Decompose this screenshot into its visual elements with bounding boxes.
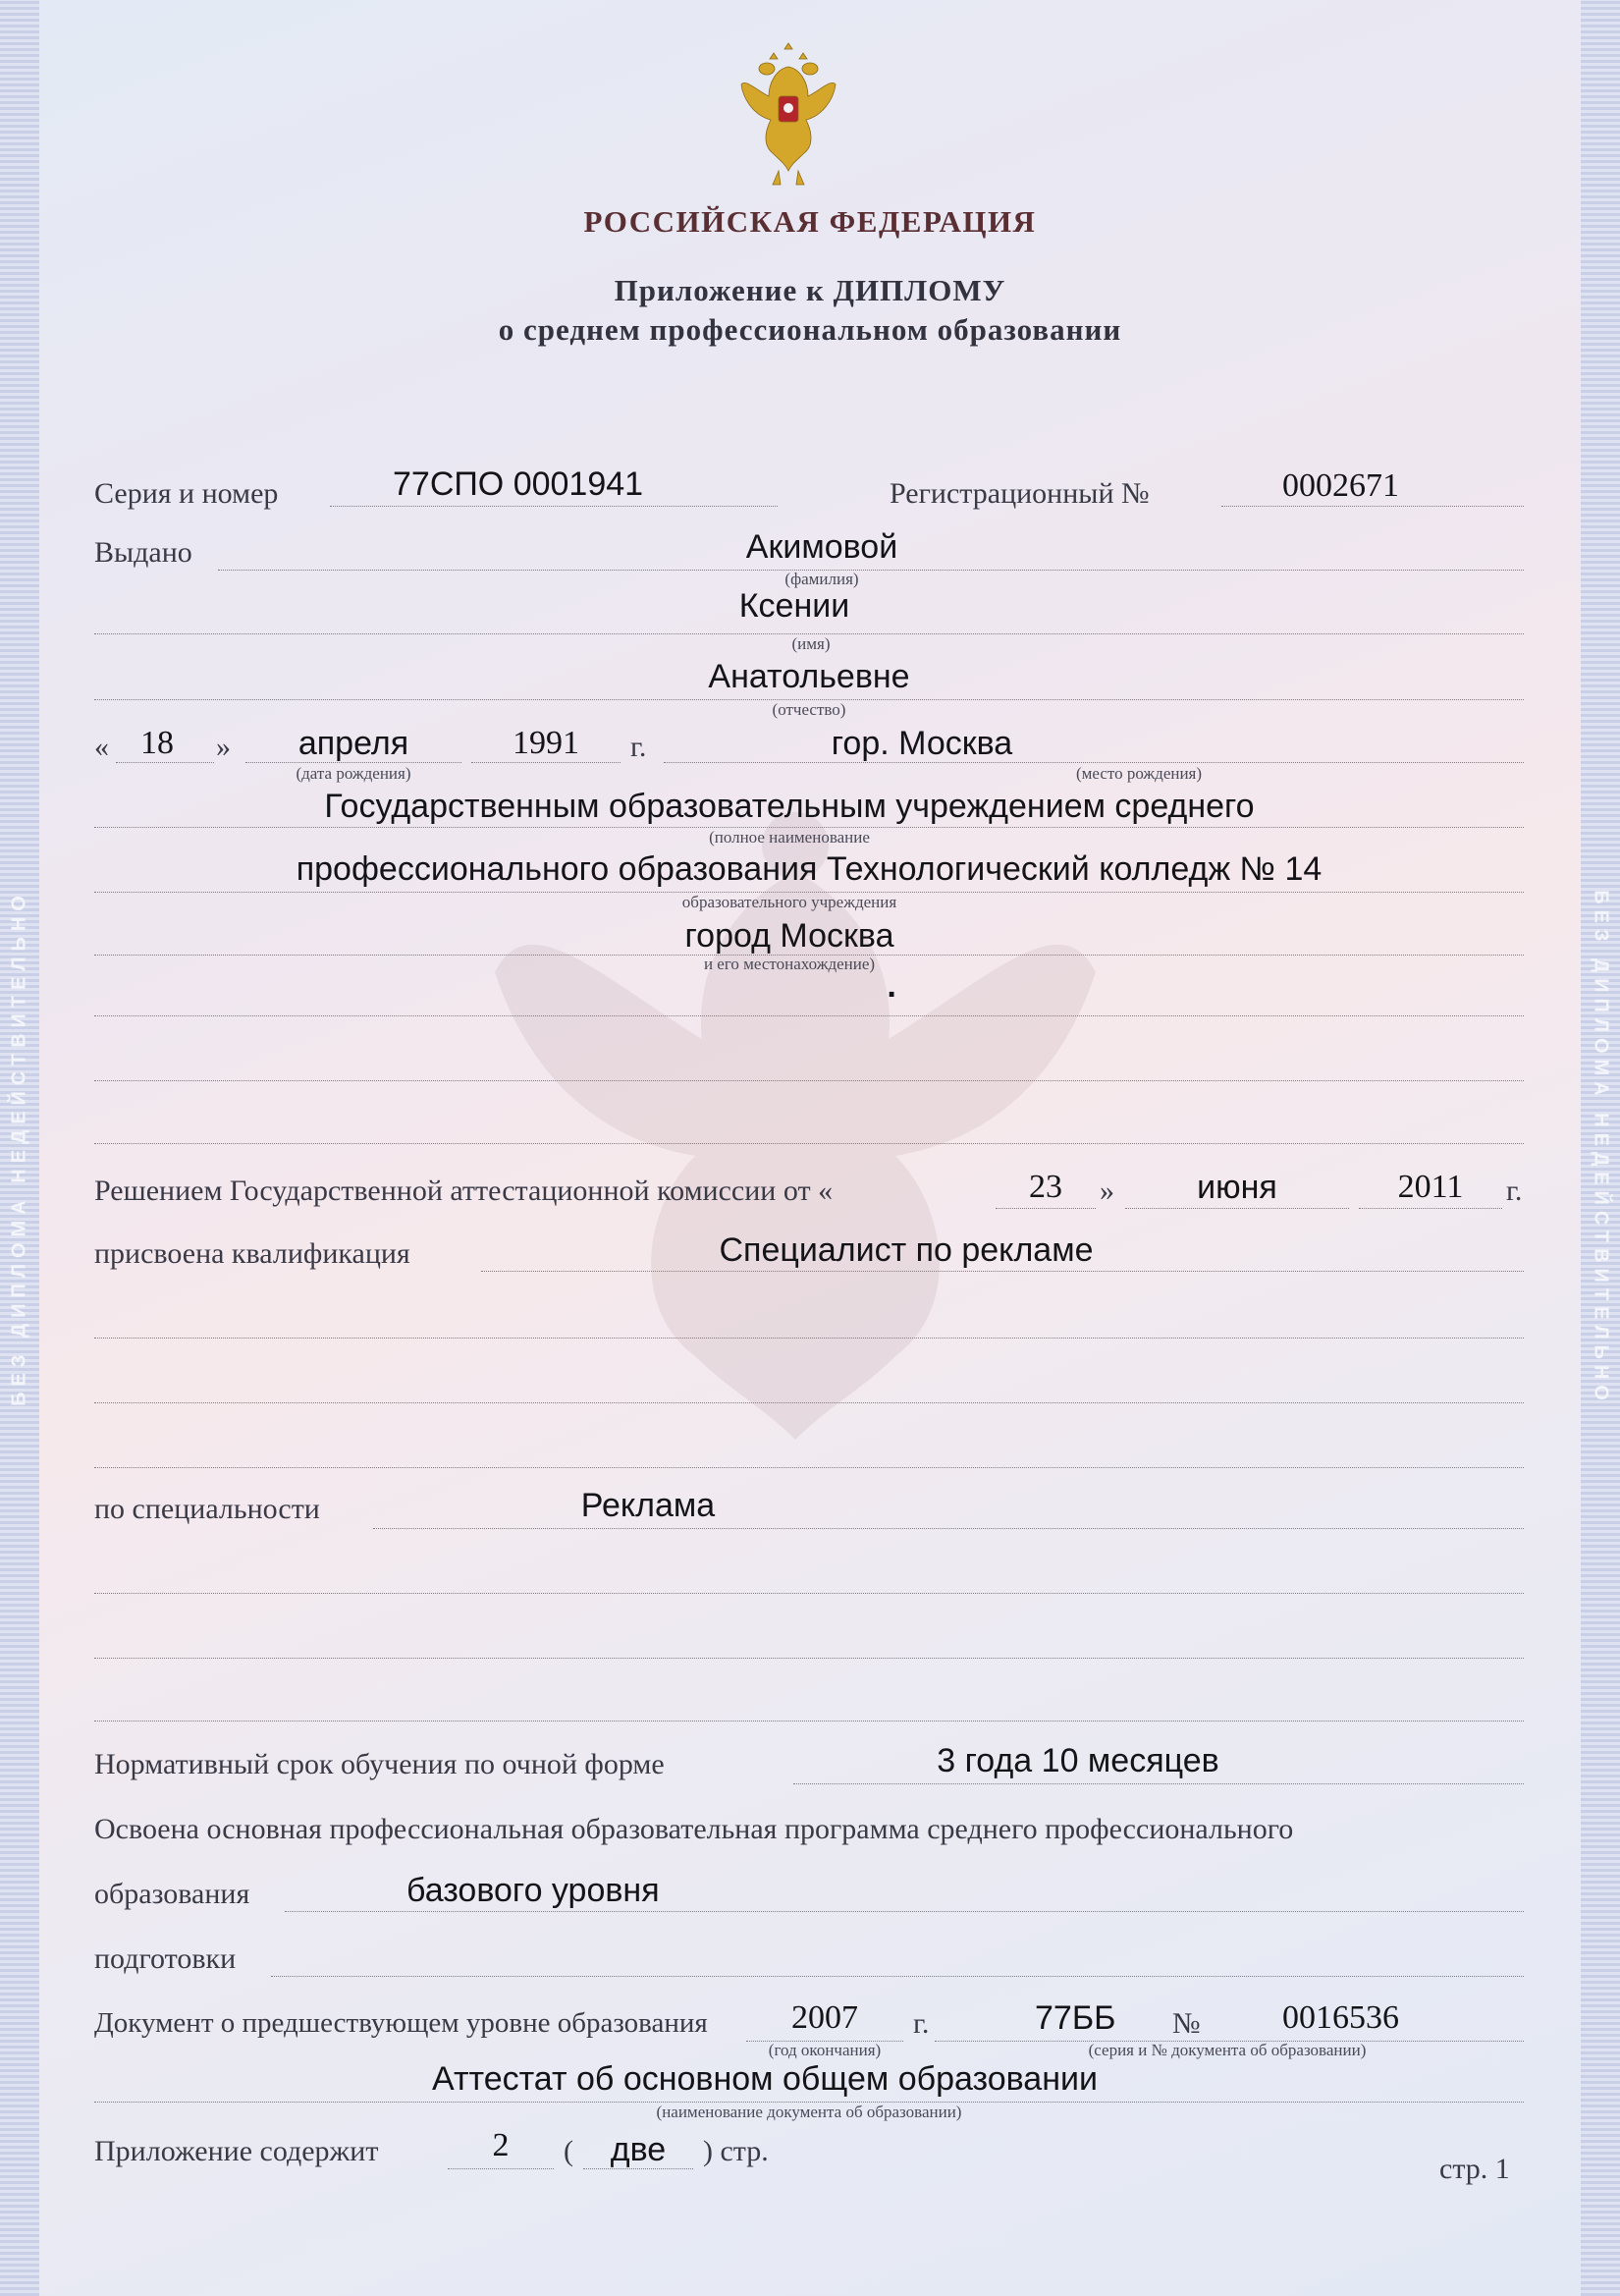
qualification-blank-2 [94, 1402, 1524, 1403]
birth-month-value: апреля [297, 725, 409, 762]
decision-label: Решением Государственной аттестационной комиссии от « [94, 1175, 834, 1207]
program-label: Освоена основная профессиональная образовательная программа среднего профессионального [94, 1813, 1294, 1845]
left-strip-text: БЕЗ ДИПЛОМА НЕДЕЙСТВИТЕЛЬНО [8, 890, 30, 1406]
registration-number-line [1221, 506, 1524, 507]
series-number-label: Серия и номер [94, 477, 279, 510]
right-strip-text: БЕЗ ДИПЛОМА НЕДЕЙСТВИТЕЛЬНО [1590, 890, 1612, 1406]
document-title-line2: о среднем профессиональном образовании [498, 312, 1122, 347]
patronymic-value: Анатольевне [708, 658, 910, 695]
page-number: стр. 1 [1439, 2153, 1510, 2185]
previous-document-series: 77ББ [1035, 1999, 1116, 2037]
previous-document-caption: (серия и № документа об образовании) [1088, 2041, 1367, 2059]
level-line [285, 1911, 1524, 1912]
document-title-line1: Приложение к ДИПЛОМУ [614, 273, 1006, 307]
appendix-pages-line [448, 2168, 554, 2169]
term-label: Нормативный срок обучения по очной форме [94, 1748, 665, 1780]
issued-to-label: Выдано [94, 536, 192, 569]
birth-year-line [471, 762, 621, 763]
specialty-blank-1 [94, 1593, 1524, 1594]
appendix-open-paren: ( [564, 2135, 573, 2167]
level-value: базового уровня [406, 1872, 660, 1909]
name-value: Ксении [738, 587, 850, 625]
term-line [793, 1783, 1524, 1784]
specialty-blank-3 [94, 1721, 1524, 1722]
appendix-label: Приложение содержит [94, 2135, 379, 2167]
decision-day-value: 23 [1029, 1169, 1062, 1205]
country-title: РОССИЙСКАЯ ФЕДЕРАЦИЯ [583, 204, 1037, 239]
graduation-year-suffix: г. [913, 2007, 930, 2040]
birth-day-open-quote: « [94, 731, 109, 763]
appendix-pages-value: 2 [492, 2127, 510, 2163]
surname-caption: (фамилия) [784, 570, 859, 588]
registration-number-value: 0002671 [1282, 467, 1399, 504]
institution-caption-1: (полное наименование [709, 828, 870, 847]
appendix-pages-words: две [610, 2131, 667, 2168]
qualification-label: присвоена квалификация [94, 1237, 410, 1270]
training-line [271, 1976, 1524, 1977]
graduation-year-value: 2007 [791, 1999, 858, 2036]
blank-line-2 [94, 1080, 1524, 1081]
appendix-close-paren: ) стр. [703, 2135, 769, 2167]
coat-of-arms-emblem [739, 39, 837, 191]
decision-year-value: 2011 [1397, 1169, 1464, 1205]
institution-value-3: город Москва [684, 917, 894, 955]
previous-document-number-sign: № [1172, 2007, 1201, 2040]
institution-dot: · [887, 976, 898, 1013]
term-value: 3 года 10 месяцев [937, 1742, 1219, 1779]
specialty-blank-2 [94, 1658, 1524, 1659]
birth-year-value: 1991 [513, 725, 579, 761]
birth-day-line [116, 762, 214, 763]
previous-document-number: 0016536 [1282, 1999, 1399, 2036]
institution-value-2: профессионального образования Технологический колледж № 14 [296, 850, 1323, 888]
registration-number-label: Регистрационный № [890, 477, 1150, 510]
qualification-line [481, 1271, 1524, 1272]
decision-year-suffix: г. [1506, 1175, 1523, 1207]
decision-year-line [1359, 1208, 1502, 1209]
institution-caption-2: образовательного учреждения [681, 893, 897, 911]
birth-year-suffix: г. [630, 731, 647, 763]
decision-close-quote: » [1100, 1175, 1114, 1207]
previous-document-label: Документ о предшествующем уровне образования [94, 2007, 708, 2039]
education-label: образования [94, 1878, 250, 1910]
graduation-year-caption: (год окончания) [768, 2041, 882, 2059]
blank-line-3 [94, 1143, 1524, 1144]
patronymic-caption: (отчество) [772, 700, 846, 719]
birth-place-caption: (место рождения) [1075, 764, 1203, 783]
series-number-line [330, 506, 778, 507]
specialty-value: Реклама [580, 1487, 716, 1524]
specialty-label: по специальности [94, 1493, 320, 1525]
institution-caption-3: и его местонахождение) [703, 955, 876, 973]
document-name-caption: (наименование документа об образовании) [656, 2103, 962, 2121]
decision-month-line [1125, 1208, 1349, 1209]
qualification-blank-3 [94, 1467, 1524, 1468]
birth-day-value: 18 [140, 725, 174, 761]
document-name-value: Аттестат об основном общем образовании [432, 2060, 1098, 2098]
decision-day-line [996, 1208, 1096, 1209]
training-label: подготовки [94, 1942, 237, 1975]
specialty-line [373, 1528, 1524, 1529]
blank-line-1 [94, 1015, 1524, 1016]
qualification-value: Специалист по рекламе [719, 1231, 1094, 1269]
birth-day-close-quote: » [216, 731, 231, 763]
birth-place-value: гор. Москва [831, 725, 1013, 762]
institution-value-1: Государственным образовательным учреждением среднего [324, 788, 1255, 825]
name-caption: (имя) [791, 634, 831, 653]
qualification-blank-1 [94, 1338, 1524, 1339]
series-number-value: 77СПО 0001941 [393, 465, 644, 503]
decision-month-value: июня [1197, 1169, 1277, 1206]
surname-value: Акимовой [745, 528, 898, 566]
birth-date-caption: (дата рождения) [296, 764, 411, 783]
